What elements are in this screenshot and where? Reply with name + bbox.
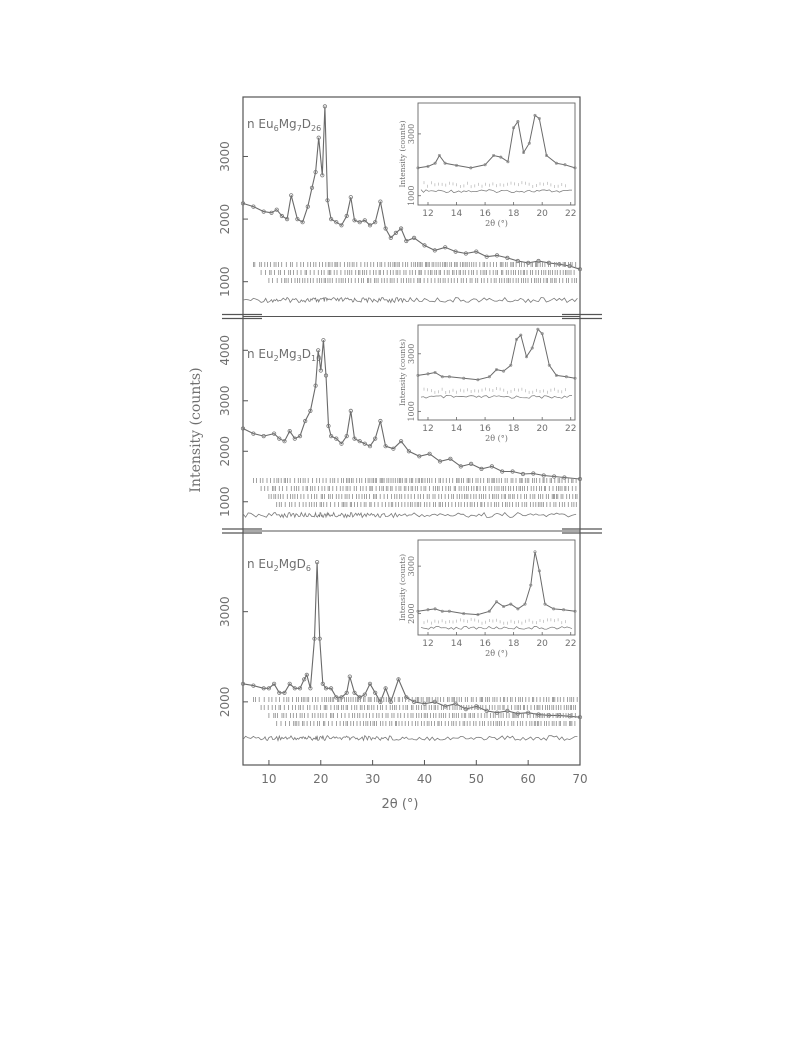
panel-2-y-tick-label: 2000 — [218, 435, 232, 467]
panel-3-phase-label — [247, 557, 311, 573]
panel-2-reflection-ticks — [277, 502, 577, 507]
panel-2-label-prefix: n Eu — [247, 347, 274, 361]
x-tick-label: 30 — [364, 772, 381, 786]
x-tick-label: 60 — [520, 772, 536, 786]
panel-2-inset-x-tick-label: 14 — [450, 424, 463, 434]
panel-3-y-tick-label: 3000 — [218, 596, 232, 627]
panel-1-inset-x-tick-label: 14 — [450, 209, 463, 219]
panel-3-label-sub2: 6 — [305, 564, 312, 573]
panel-1-inset-y-tick-label: 3000 — [407, 123, 416, 145]
panel-3-inset-x-tick-label: 14 — [450, 639, 463, 649]
x-tick-label: 40 — [416, 772, 433, 786]
panel-3-difference-curve — [243, 736, 577, 741]
panel-1-y-tick-label: 3000 — [218, 141, 232, 172]
panel-2-inset-x-tick-label: 18 — [507, 424, 520, 434]
panel-2-inset-y-label: Intensity (counts) — [398, 338, 407, 407]
panel-3-inset-x-tick-label: 12 — [422, 639, 434, 649]
panel-1-label-prefix: n Eu — [247, 117, 274, 131]
panel-1-label-sub3: 26 — [311, 124, 322, 133]
panel-3-label-sub1: 2 — [273, 564, 279, 573]
panel-1-inset-x-label: 2θ (°) — [485, 219, 508, 228]
panel-3-label-prefix: n Eu — [247, 557, 274, 571]
panel-1-label-sub1: 6 — [273, 124, 279, 133]
panel-2-inset-x-label: 2θ (°) — [485, 434, 508, 443]
panel-1-inset-x-tick-label: 18 — [507, 209, 520, 219]
panel-3-inset-y-label: Intensity (counts) — [398, 553, 407, 622]
panel-3-inset-y-tick-label: 2000 — [407, 603, 416, 624]
panel-1-y-tick-label: 1000 — [218, 266, 232, 297]
x-axis-label: 2θ (°) — [381, 797, 419, 812]
panel-1-y-tick-label: 2000 — [218, 203, 232, 235]
x-tick-label: 70 — [572, 772, 588, 786]
panel-1-difference-curve — [243, 298, 577, 303]
panel-3-inset-y-tick-label: 3000 — [407, 555, 416, 577]
x-tick-label: 10 — [261, 772, 277, 786]
panel-3-inset-x-tick-label: 20 — [536, 639, 548, 649]
x-tick-label: 20 — [313, 772, 329, 786]
panel-1-inset-y-tick-label: 1000 — [407, 185, 416, 206]
panel-1-inset-x-tick-label: 16 — [479, 209, 491, 219]
panel-3-inset-x-tick-label: 16 — [479, 639, 491, 649]
panel-3-inset-x-tick-label: 18 — [507, 639, 520, 649]
panel-2-inset-x-tick-label: 22 — [564, 424, 577, 434]
panel-2-difference-curve — [243, 513, 576, 518]
panel-2-label-mid: Mg — [278, 347, 297, 361]
panel-1-label-mid: Mg — [278, 117, 297, 131]
panel-2-inset-y-tick-label: 3000 — [407, 343, 416, 364]
panel-2-y-tick-label: 3000 — [218, 385, 232, 417]
panel-2-y-tick-label: 4000 — [218, 335, 232, 366]
panel-1-label-d: D — [301, 117, 312, 131]
panel-1-inset-y-label: Intensity (counts) — [398, 120, 407, 188]
x-tick-label: 50 — [468, 772, 484, 786]
panel-3-label-mid: MgD — [278, 557, 306, 571]
panel-2-inset-frame — [418, 325, 575, 420]
panel-3-inset-x-tick-label: 22 — [564, 639, 577, 649]
panel-3-reflection-ticks — [261, 705, 575, 710]
panel-1-reflection-ticks — [269, 278, 577, 283]
panel-2-label-sub1: 2 — [273, 354, 279, 363]
panel-2-label-sub3: 10 — [311, 354, 322, 363]
panel-2-reflection-ticks — [261, 486, 576, 491]
panel-3-reflection-ticks — [277, 721, 575, 726]
panel-1-reflection-ticks — [261, 270, 574, 275]
panel-2-inset-x-tick-label: 12 — [422, 424, 434, 434]
panel-1-inset-x-tick-label: 12 — [422, 209, 434, 219]
panel-2-phase-label — [247, 347, 321, 363]
panel-3-inset-x-label: 2θ (°) — [485, 649, 508, 658]
panel-1-inset-x-tick-label: 22 — [564, 209, 577, 219]
y-axis-label: Intensity (counts) — [188, 367, 204, 493]
panel-2-inset-y-tick-label: 1000 — [407, 401, 416, 422]
panel-2-y-tick-label: 1000 — [218, 486, 232, 518]
panel-2-reflection-ticks — [253, 478, 576, 483]
panel-2-reflection-ticks — [269, 494, 577, 499]
panel-1-label-sub2: 7 — [296, 124, 302, 133]
panel-2-label-sub2: 3 — [296, 354, 302, 363]
panel-1-reflection-ticks — [253, 262, 575, 267]
panel-1-inset-frame — [418, 103, 575, 205]
panel-1-inset-x-tick-label: 20 — [536, 209, 548, 219]
panel-2-label-d: D — [301, 347, 312, 361]
panel-2-inset-x-tick-label: 20 — [536, 424, 548, 434]
panel-3-y-tick-label: 2000 — [218, 686, 232, 718]
panel-2-inset-x-tick-label: 16 — [479, 424, 491, 434]
panel-1-phase-label — [247, 117, 321, 133]
